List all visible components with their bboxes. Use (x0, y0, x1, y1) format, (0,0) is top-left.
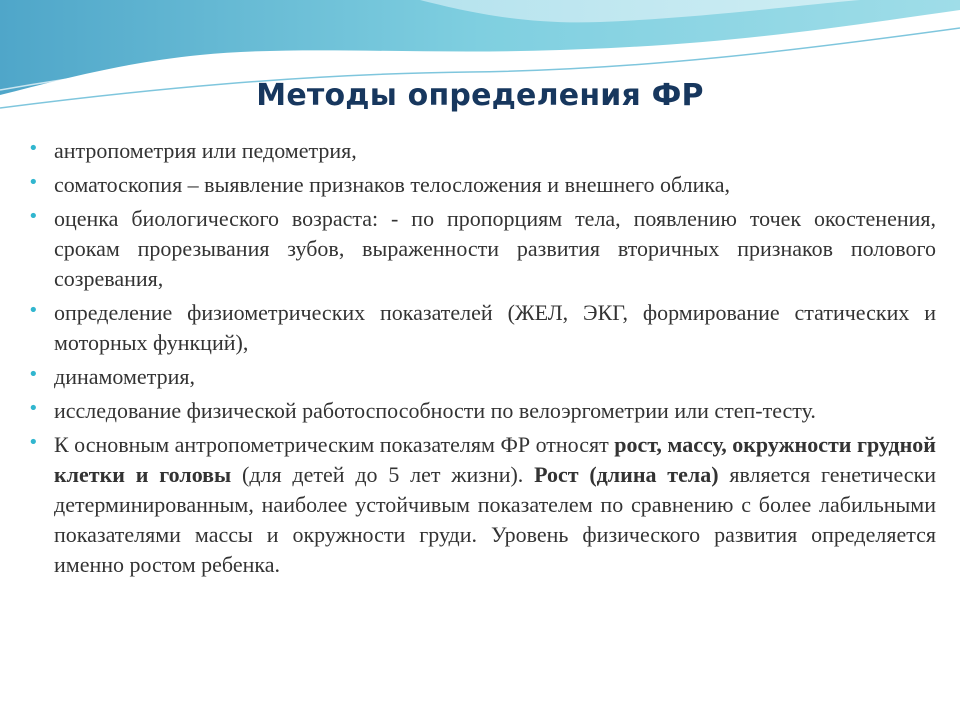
bold-text-run: Рост (длина тела) (534, 462, 719, 487)
list-item (26, 170, 936, 200)
slide-title: Методы определения ФР (256, 78, 704, 113)
text-run: К основным антропометрическим показателям ФР относят (54, 432, 615, 457)
bullet-dot-icon: • (28, 138, 39, 159)
list-item (26, 362, 936, 392)
list-item-text: исследование физической работоспособности по велоэргометрии или степ-тесту. (54, 398, 816, 423)
list-item (26, 430, 936, 580)
bullet-dot-icon: • (28, 300, 39, 321)
list-item (26, 204, 936, 294)
bullet-dot-icon: • (28, 364, 39, 385)
list-item (26, 396, 936, 426)
bullet-list (26, 136, 936, 584)
list-item-text: соматоскопия – выявление признаков телосложения и внешнего облика, (54, 172, 730, 197)
bold-text-run: рост, массу, окружности грудной клетки и головы (54, 432, 936, 487)
list-item (26, 298, 936, 358)
bullet-dot-icon: • (28, 398, 39, 419)
list-item-text: динамометрия, (54, 364, 195, 389)
list-item-text: оценка биологического возраста: - по пропорциям тела, появлению точек окостенения, срокам прорезывания зубов, выраженности развития вторичных признаков полового созревания, (54, 206, 936, 291)
bullet-dot-icon: • (28, 206, 39, 227)
list-item (26, 136, 936, 166)
bullet-dot-icon: • (28, 172, 39, 193)
list-item-text (54, 432, 936, 577)
list-item-text: определение физиометрических показателей (ЖЕЛ, ЭКГ, формирование статических и моторных функций), (54, 300, 936, 355)
bullet-dot-icon: • (28, 432, 39, 453)
list-item-text: антропометрия или педометрия, (54, 138, 357, 163)
text-run: является генетически детерминированным, наиболее устойчивым показателем по сравнению с более лабильными показателями массы и окружности груди. Уровень физического развития определяется именно ростом ребенка. (54, 462, 937, 577)
text-run: (для детей до 5 лет жизни). (231, 462, 535, 487)
